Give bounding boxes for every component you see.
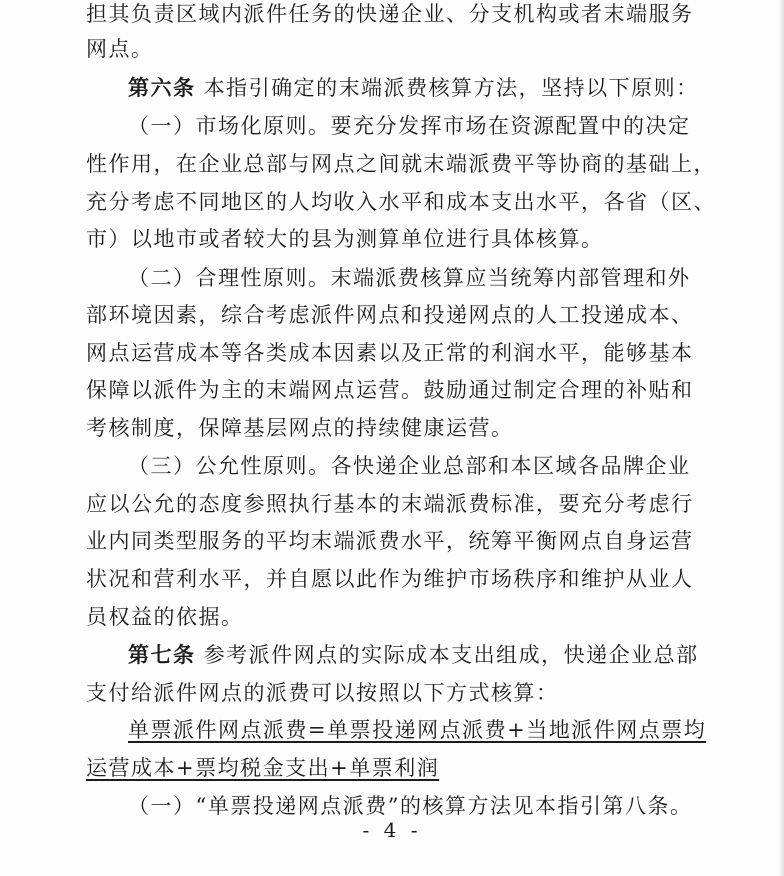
article-6-label: 第六条 [128,76,196,100]
page-number: - 4 - [362,818,422,842]
text-line: 支付给派件网点的派费可以按照以下方式核算： [86,681,559,705]
text-line: （一）“单票投递网点派费”的核算方法见本指引第八条。 [128,794,693,818]
text-line: 本指引确定的末端派费核算方法，坚持以下原则： [203,76,699,100]
text-line: 充分考虑不同地区的人均收入水平和成本支出水平，各省（区、 [86,190,716,214]
text-line: 部环境因素，综合考虑派件网点和投递网点的人工投递成本、 [86,303,694,327]
text-line: 业内同类型服务的平均末端派费水平，统筹平衡网点自身运营 [86,529,694,553]
formula-line: 运营成本+票均税金支出+单票利润 [86,756,440,780]
text-line: 保障以派件为主的末端网点运营。鼓励通过制定合理的补贴和 [86,378,694,402]
text-line: （三）公允性原则。各快递企业总部和本区域各品牌企业 [128,454,691,478]
article-7-paragraph [128,641,699,669]
page-edge-shadow [778,0,784,876]
text-line: 网点。 [86,37,154,61]
text-line: 员权益的依据。 [86,605,244,629]
article-7-label: 第七条 [128,643,196,667]
text-line: 市）以地市或者较大的县为测算单位进行具体核算。 [86,227,604,251]
text-line: （二）合理性原则。末端派费核算应当统筹内部管理和外 [128,266,691,290]
article-6-paragraph [128,74,699,102]
text-line: 性作用，在企业总部与网点之间就末端派费平等协商的基础上， [86,152,716,176]
text-line: 担其负责区域内派件任务的快递企业、分支机构或者末端服务 [86,2,694,26]
text-line: 应以公允的态度参照执行基本的末端派费标准，要充分考虑行 [86,492,694,516]
text-line: 网点运营成本等各类成本因素以及正常的利润水平，能够基本 [86,341,694,365]
text-line: 状况和营利水平，并自愿以此作为维护市场秩序和维护从业人 [86,567,694,591]
text-line: （一）市场化原则。要充分发挥市场在资源配置中的决定 [128,114,691,138]
text-line: 考核制度，保障基层网点的持续健康运营。 [86,416,514,440]
formula-line: 单票派件网点派费=单票投递网点派费+当地派件网点票均 [128,718,707,742]
text-line: 参考派件网点的实际成本支出组成，快递企业总部 [203,643,699,667]
